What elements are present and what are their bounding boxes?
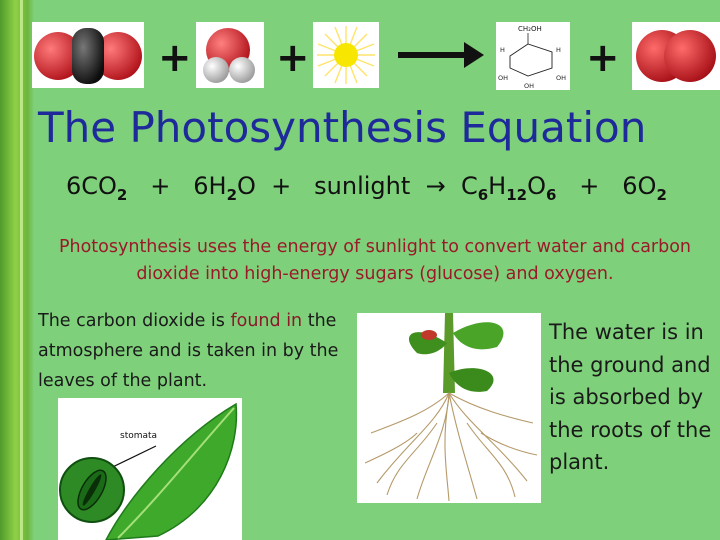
page-title: The Photosynthesis Equation (38, 103, 647, 152)
eq-arrow: → (425, 172, 446, 200)
svg-text:H: H (556, 46, 561, 54)
eq-h2o: 6H (193, 172, 227, 200)
eq-co2: 6CO (66, 172, 117, 200)
glucose-structure-icon (496, 22, 570, 90)
plus-sign-1: + (158, 35, 192, 81)
stomata-label: stomata (120, 431, 158, 441)
eq-sunlight: sunlight (314, 172, 411, 200)
plant-roots-icon (357, 313, 541, 503)
svg-text:OH: OH (524, 82, 535, 90)
svg-text:OH: OH (498, 74, 509, 82)
water-paragraph: The water is in the ground and is absorbed by the roots of the plant. (549, 320, 712, 474)
glucose-label-ch2oh: CH₂OH (518, 25, 542, 33)
o2-molecule-icon (632, 22, 720, 90)
co2-paragraph: The carbon dioxide is found in the atmosphere and is taken in by the leaves of the plant. (38, 311, 339, 391)
h2o-molecule-icon (196, 22, 264, 88)
co2-highlight: found in (230, 311, 303, 331)
svg-text:OH: OH (556, 74, 567, 82)
plus-sign-2: + (276, 35, 310, 81)
sun-icon (313, 22, 379, 88)
reaction-arrow-icon (398, 38, 484, 72)
svg-text:H: H (500, 46, 505, 54)
caption-text: Photosynthesis uses the energy of sunlight to convert water and carbon dioxide into high-energy sugars (glucose) and oxygen. (58, 237, 692, 284)
leaf-stomata-icon (58, 398, 242, 540)
plus-sign-3: + (586, 35, 620, 81)
photosynthesis-equation: $6CO_2$ + $6H_2O$ + sunlight → $C_6H_{12}O_6$ + $6O_2$ (66, 172, 667, 204)
co2-molecule-icon (32, 22, 144, 88)
eq-o2: 6O (622, 172, 657, 200)
leaf-strip-decoration (0, 0, 34, 540)
eq-glucose: C (460, 172, 478, 200)
